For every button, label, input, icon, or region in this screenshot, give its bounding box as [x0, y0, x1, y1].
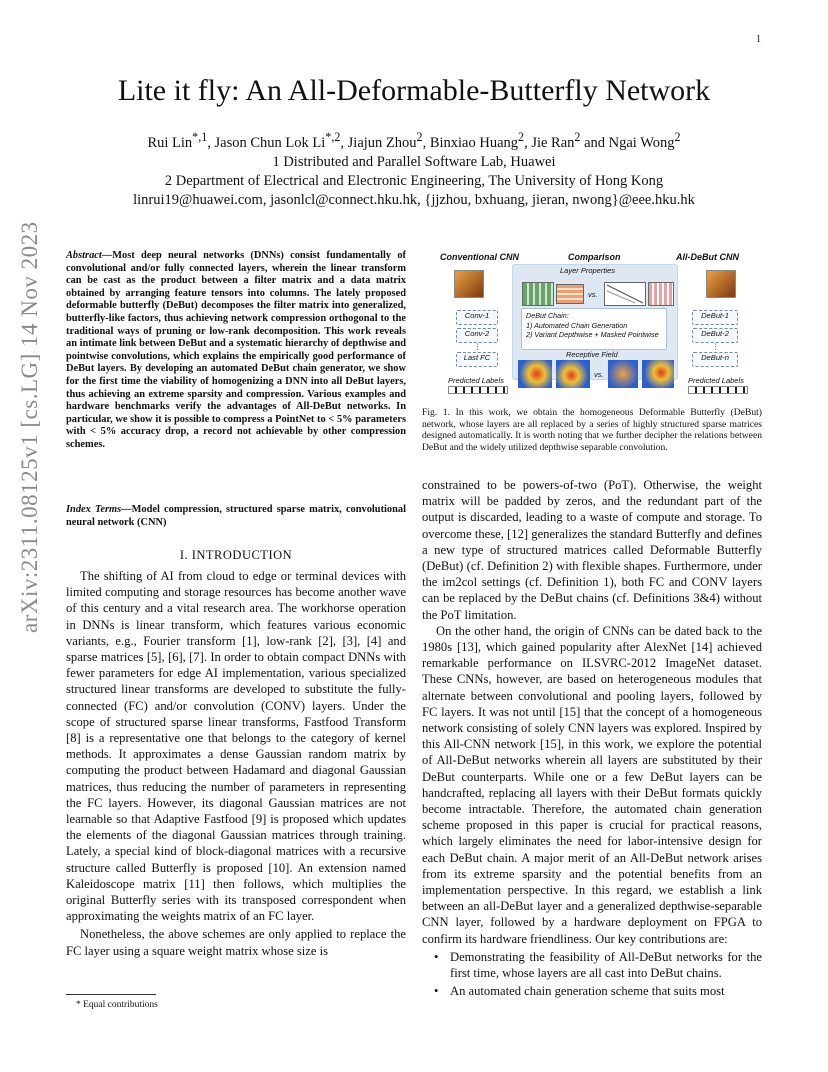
intro-paragraph-1: The shifting of AI from cloud to edge or terminal devices with limited computing and storage resources has become another wave of this century and a vital research area. The workhorse operation in DNNs is linear transform, which features various economic variants, e.g., Fourier transform [1], low-rank [2], [3], [4] and sparse matrices [5], [6], [7]. In order to obtain compact DNNs with fewer parameters for edge AI implementation, various specialized structured linear transforms are developed to substitute the fully-connected (FC) and/or convolution (CONV) layers. Under the scope of structured sparse linear transforms, Fastfood Transform [8] is a representative one that belongs to the category of kernel methods. It approximates a dense Gaussian random matrix by computing the product between Hadamard and diagonal Gaussian matrices, thus reducing the number of parameters in representing the FC layers. However, its diagonal Gaussian matrices are not learnable so that Adaptive Fastfood [9] is proposed which updates the elements of the diagonal Gaussian matrices through training. Lately, a special kind of block-diagonal matrices with a recursive structure called Butterfly is proposed [10]. An extension named Kaleidoscope matrix [11] then follows, which multiplies the original Butterfly series with its transposed correspondent when approximating the weights matrix of an FC layer.	[66, 569, 406, 924]
input-image-right	[706, 270, 736, 298]
receptive-field-label: Receptive Field	[566, 350, 618, 359]
layer-debut-1: DeBut-1	[692, 310, 738, 325]
input-image-left	[454, 270, 484, 298]
layer-properties-label: Layer Properties	[560, 266, 616, 275]
layer-conv-2: Conv-2	[456, 328, 498, 343]
heatmap-4	[642, 360, 674, 388]
chain-item-1: 1) Automated Chain Generation	[526, 320, 628, 330]
debut-chain-box	[521, 308, 667, 350]
heatmap-3	[608, 360, 638, 388]
figure-header-mid: Comparison	[568, 252, 621, 262]
label-bar-left	[448, 386, 508, 394]
figure-header-left: Conventional CNN	[440, 252, 520, 262]
col2-paragraph-1: constrained to be powers-of-two (PoT). Otherwise, the weight matrix will be padded by zeros, and the redundant part of the output is discarded, leading to a waste of compute and storage. To overcome these, [12] generalizes the standard Butterfly and defines a new type of structured matrices called Deformable Butterfly (DeBut) (cf. Definition 2) with flexible shapes. Furthermore, under the im2col settings (cf. Definition 1), both FC and CONV layers can be replaced by the DeBut chains (cf. Definitions 3&4) without the PoT limitation.	[422, 478, 762, 622]
section-heading: I. INTRODUCTION	[179, 548, 293, 562]
layer-debut-2: DeBut-2	[692, 328, 738, 343]
ellipsis-left: ⋮	[474, 342, 482, 351]
vs-label-bottom: vs.	[594, 370, 604, 379]
author-emails: linrui19@huawei.com, jasonlcl@connect.hku.hk, {jjzhou, bxhuang, jieran, nwong}@eee.hku.hk	[133, 191, 695, 208]
affiliation-1: 1 Distributed and Parallel Software Lab, Huawei	[272, 153, 556, 170]
column-left-body	[66, 568, 406, 959]
heatmap-1	[518, 360, 552, 388]
data-matrix-icon	[556, 284, 584, 304]
column-right-body	[422, 477, 762, 1000]
footnote: * Equal contributions	[76, 1000, 158, 1010]
butterfly-matrix-icon	[604, 282, 646, 306]
abstract	[66, 250, 406, 452]
chain-title: DeBut Chain:	[526, 311, 569, 320]
index-terms	[66, 504, 406, 529]
vs-label-top: vs.	[588, 290, 598, 299]
ellipsis-right: ⋮	[712, 342, 720, 351]
index-terms-label: Index Terms	[66, 504, 122, 515]
contribution-bullet-2: • An automated chain generation scheme that suits most	[422, 983, 762, 999]
author-names: Rui Lin$^{*,1}$, Jason Chun Lok $Li^{*,2}$, Jiajun Zhou$^2$, Binxiao Huang$^2$, Jie Ran$^2$ and Ngai Wong$^2$	[147, 130, 681, 151]
layer-debut-n: DeBut-n	[692, 352, 738, 367]
layer-last-fc: Last FC	[456, 352, 498, 367]
figure-caption: Fig. 1. In this work, we obtain the homogeneous Deformable Butterfly (DeBut) network, whose layers are all replaced by a series of highly structured sparse matrices designed automatically. It is worth noting that we further decipher the relations between DeBut and the widely utilized depthwise separable convolution.	[422, 407, 762, 453]
heatmap-2	[556, 360, 590, 388]
col2-paragraph-2: On the other hand, the origin of CNNs can be dated back to the 1980s [13], which gained popularity after AlexNet [14] achieved remarkable performance on ILSVRC-2012 ImageNet dataset. These CNNs, however, are based on heterogeneous modules that alternate between convolutional and pooling layers, followed by FC layers. It was not until [15] that the concept of a homogeneous network consisting of solely CNN layers was explored. Inspired by this All-CNN network [15], in this work, we explore the potential of All-DeBut networks wherein all layers are substituted by their DeBut counterparts. While one or a few DeBut layers can be handcrafted, replacing all layers with their DeBut formats quickly become intractable. Therefore, the automated chain generation scheme proposed in this paper is crucial for practical reasons, which largely eliminates the need for labor-intensive design for each DeBut chain. A major merit of an All-DeBut network arises from its extreme sparsity and the potential benefits from an implementation perspective. In this regard, we establish a link between an all-DeBut layer and a generalized depthwise-separable CNN layer, followed by a hardware deployment on FPGA to confirm its hardware friendliness. Our key contributions are:	[422, 623, 762, 946]
abstract-text: —Most deep neural networks (DNNs) consist fundamentally of convolutional and/or fully connected layers, wherein the linear transform can be cast as the product between a filter matrix and a data matrix obtained by arranging feature tensors into columns. The lately proposed deformable butterfly (DeBut) decomposes the filter matrix into generalized, butterfly-like factors, thus achieving network compression orthogonal to the traditional ways of pruning or low-rank decomposition. This work reveals an intimate link between DeBut and a systematic hierarchy of depthwise and pointwise convolutions, which explains the empirically good performance of DeBut layers. By developing an automated DeBut chain generator, we show for the first time the viability of homogenizing a DNN into all DeBut layers, thus achieving an extreme sparsity and compression. Various examples and hardware benchmarks verify the advantages of All-DeBut networks. In particular, we show it is possible to compress a PointNet to < 5% parameters with < 5% accuracy drop, a record not achievable by other compression schemes.	[66, 250, 406, 450]
index-terms-text: —Model compression, structured sparse matrix, convolutional neural network (CNN)	[66, 504, 406, 528]
chain-item-2: 2) Variant Depthwise + Masked Pointwise	[526, 330, 659, 340]
arxiv-stamp: arXiv:2311.08125v1 [cs.LG] 14 Nov 2023	[17, 221, 42, 633]
figure-header-right: All-DeBut CNN	[676, 252, 739, 262]
dense-matrix-icon	[522, 282, 554, 306]
author-block	[60, 128, 768, 210]
footnote-divider	[66, 994, 156, 995]
figure-1	[422, 252, 768, 392]
layer-conv-1: Conv-1	[456, 310, 498, 325]
butterfly-factor-icon	[605, 283, 645, 305]
contribution-bullet-1: • Demonstrating the feasibility of All-DeBut networks for the first time, whose layers are all cast into DeBut chains.	[422, 949, 762, 981]
paper-title: Lite it fly: An All-Deformable-Butterfly Network	[117, 74, 711, 107]
predicted-labels-right: Predicted Labels	[688, 376, 744, 385]
page-number: 1	[756, 34, 761, 45]
label-bar-right	[688, 386, 748, 394]
predicted-labels-left: Predicted Labels	[448, 376, 504, 385]
sparse-factor-icon	[648, 282, 674, 306]
intro-paragraph-2: Nonetheless, the above schemes are only applied to replace the FC layer using a square weight matrix whose size is	[66, 927, 406, 958]
abstract-label: Abstract	[66, 250, 102, 261]
affiliation-2: 2 Department of Electrical and Electronic Engineering, The University of Hong Kong	[164, 172, 664, 189]
